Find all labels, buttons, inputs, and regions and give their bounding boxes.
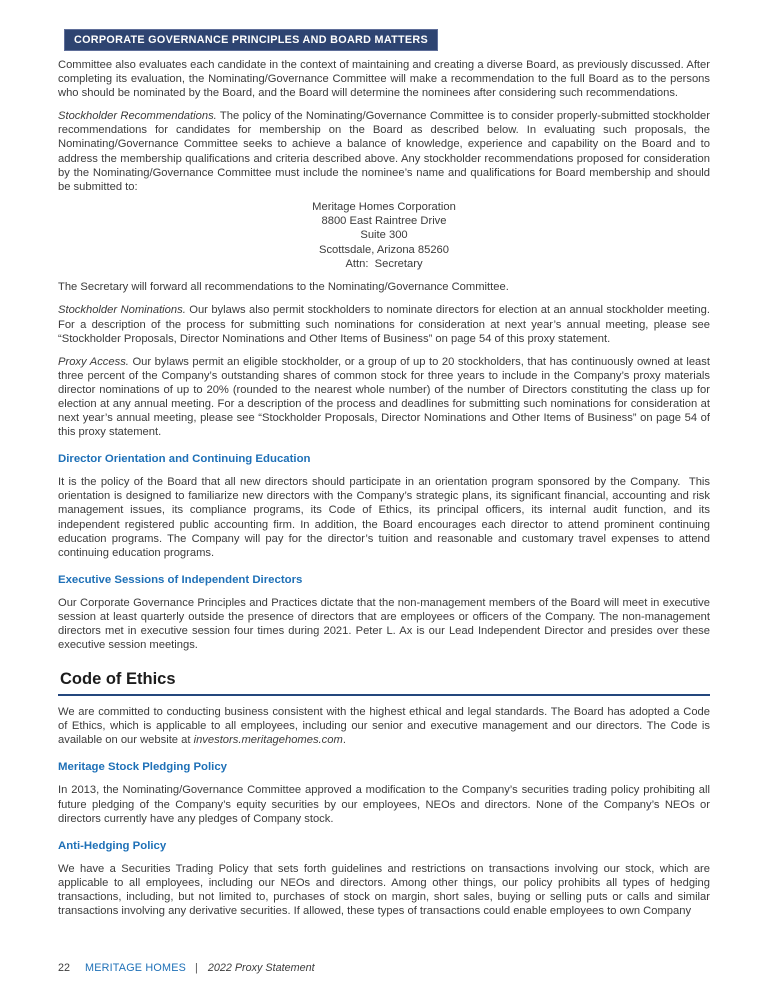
address-line-attn: Attn: Secretary [345, 258, 423, 271]
address-line-suite: Suite 300 [360, 229, 408, 242]
heading-code-of-ethics: Code of Ethics [58, 670, 710, 696]
address-line-street: 8800 East Raintree Drive [321, 215, 447, 228]
footer-brand: MERITAGE HOMES [85, 962, 186, 974]
lead-stockholder-nominations: Stockholder Nominations. [58, 304, 186, 317]
text-proxy-access: Our bylaws permit an eligible stockholder, or a group of up to 20 stockholders, that has continuously owned at least three percent of the Company’s outstanding shares of common stock for three years to include in the Company’s proxy materials director nominations of up to 20% (rounded to the nearest whole number) of the number of Directors constituting the class up for election at any annual meeting. For a description of the process and deadlines for submitting such nominations for consideration at next year’s annual meeting, please see “Stockholder Proposals, Director Nominations and Other Items of Business” on page 54 of this proxy statement. [58, 355, 710, 439]
lead-proxy-access: Proxy Access. [58, 355, 129, 368]
heading-stock-pledging-policy: Meritage Stock Pledging Policy [58, 761, 228, 774]
heading-executive-sessions: Executive Sessions of Independent Directors [58, 573, 303, 586]
section-banner-label: CORPORATE GOVERNANCE PRINCIPLES AND BOARD MATTERS [74, 34, 429, 46]
paragraph-secretary-note: The Secretary will forward all recommendations to the Nominating/Governance Committee. [58, 281, 509, 294]
website-url: investors.meritagehomes.com [193, 734, 343, 747]
page-number: 22 [58, 962, 71, 974]
paragraph-stockholder-nominations [58, 303, 710, 345]
paragraph-committee-evaluation: Committee also evaluates each candidate in the context of maintaining and creating a diverse Board, as previously discussed. After completing its evaluation, the Nominating/Governance Committee will make a recommendation to the full Board as to the persons who should be nominated by the Board, and the Board will determine the nominees after considering such recommendations. [58, 59, 710, 100]
paragraph-executive-sessions: Our Corporate Governance Principles and Practices dictate that the non-management members of the Board will meet in executive session at least quarterly outside the presence of directors that are employees or officers of the Company. The non-management directors met in executive session four times during 2021. Peter L. Ax is our Lead Independent Director and presides over these executive session meetings. [58, 596, 710, 652]
paragraph-stock-pledging-policy: In 2013, the Nominating/Governance Committee approved a modification to the Company’s securities trading policy prohibiting all future pledging of the Company’s equity securities by our employees, NEOs and directors. None of the Company’s NEOs or directors currently have any pledges of Company stock. [58, 784, 710, 825]
text-stockholder-recommendations: The policy of the Nominating/Governance Committee is to consider properly-submitted stockholder recommendations for candidates for membership on the Board as described below. In evaluating such proposals, the Nominating/Governance Committee seeks to achieve a balance of knowledge, experience and capability on the Board and to address the membership qualifications and criteria described above. Any stockholder recommendations proposed for consideration by the Nominating/Governance Committee must include the nominee’s name and qualifications for Board membership and should be submitted to: [58, 110, 710, 193]
address-line-company: Meritage Homes Corporation [312, 200, 456, 213]
paragraph-proxy-access [58, 355, 710, 440]
lead-stockholder-recommendations: Stockholder Recommendations. [58, 110, 217, 123]
address-block [58, 200, 710, 271]
paragraph-stockholder-recommendations [58, 109, 710, 194]
paragraph-director-orientation: It is the policy of the Board that all new directors should participate in an orientation program sponsored by the Company. This orientation is designed to familiarize new directors with the Company’s strategic plans, its significant financial, accounting and risk management issues, its compliance programs, its Code of Ethics, its principal officers, its internal audit function, and its independent registered public accounting firm. In addition, the Board encourages each director to attend prominent continuing education programs. The Company will pay for the director’s tuition and reasonable and customary travel expenses to attend continuing education programs. [58, 476, 710, 559]
text-stockholder-nominations: Our bylaws also permit stockholders to nominate directors for election at an annual stockholder meeting. For a description of the process for submitting such nominations for consideration at next year’s annual meeting, please see “Stockholder Proposals, Director Nominations and Other Items of Business” on page 54 of this proxy statement. [58, 304, 710, 345]
text-code-of-ethics-after: . [342, 734, 346, 747]
footer-separator: | [195, 962, 198, 974]
section-banner [64, 29, 438, 51]
text-code-of-ethics-before: We are committed to conducting business consistent with the highest ethical and legal standards. The Board has adopted a Code of Ethics, which is applicable to all employees, including our senior and executive management and our directors. The Code is available on our website at [58, 706, 710, 747]
heading-director-orientation: Director Orientation and Continuing Education [58, 453, 311, 466]
page-footer [58, 962, 315, 974]
paragraph-anti-hedging-policy: We have a Securities Trading Policy that sets forth guidelines and restrictions on transactions involving our stock, which are applicable to all employees, including our NEOs and directors. Among other things, our policy prohibits all types of hedging transactions, including, but not limited to, purchases of stock on margin, short sales, buying or selling puts or calls and similar transactions involving any derivative securities. If allowed, these types of transactions could enable employees to own Company [58, 862, 710, 918]
paragraph-code-of-ethics [58, 705, 710, 747]
footer-doc-title: 2022 Proxy Statement [207, 962, 315, 974]
address-line-city: Scottsdale, Arizona 85260 [319, 243, 449, 256]
heading-anti-hedging-policy: Anti-Hedging Policy [58, 839, 167, 852]
